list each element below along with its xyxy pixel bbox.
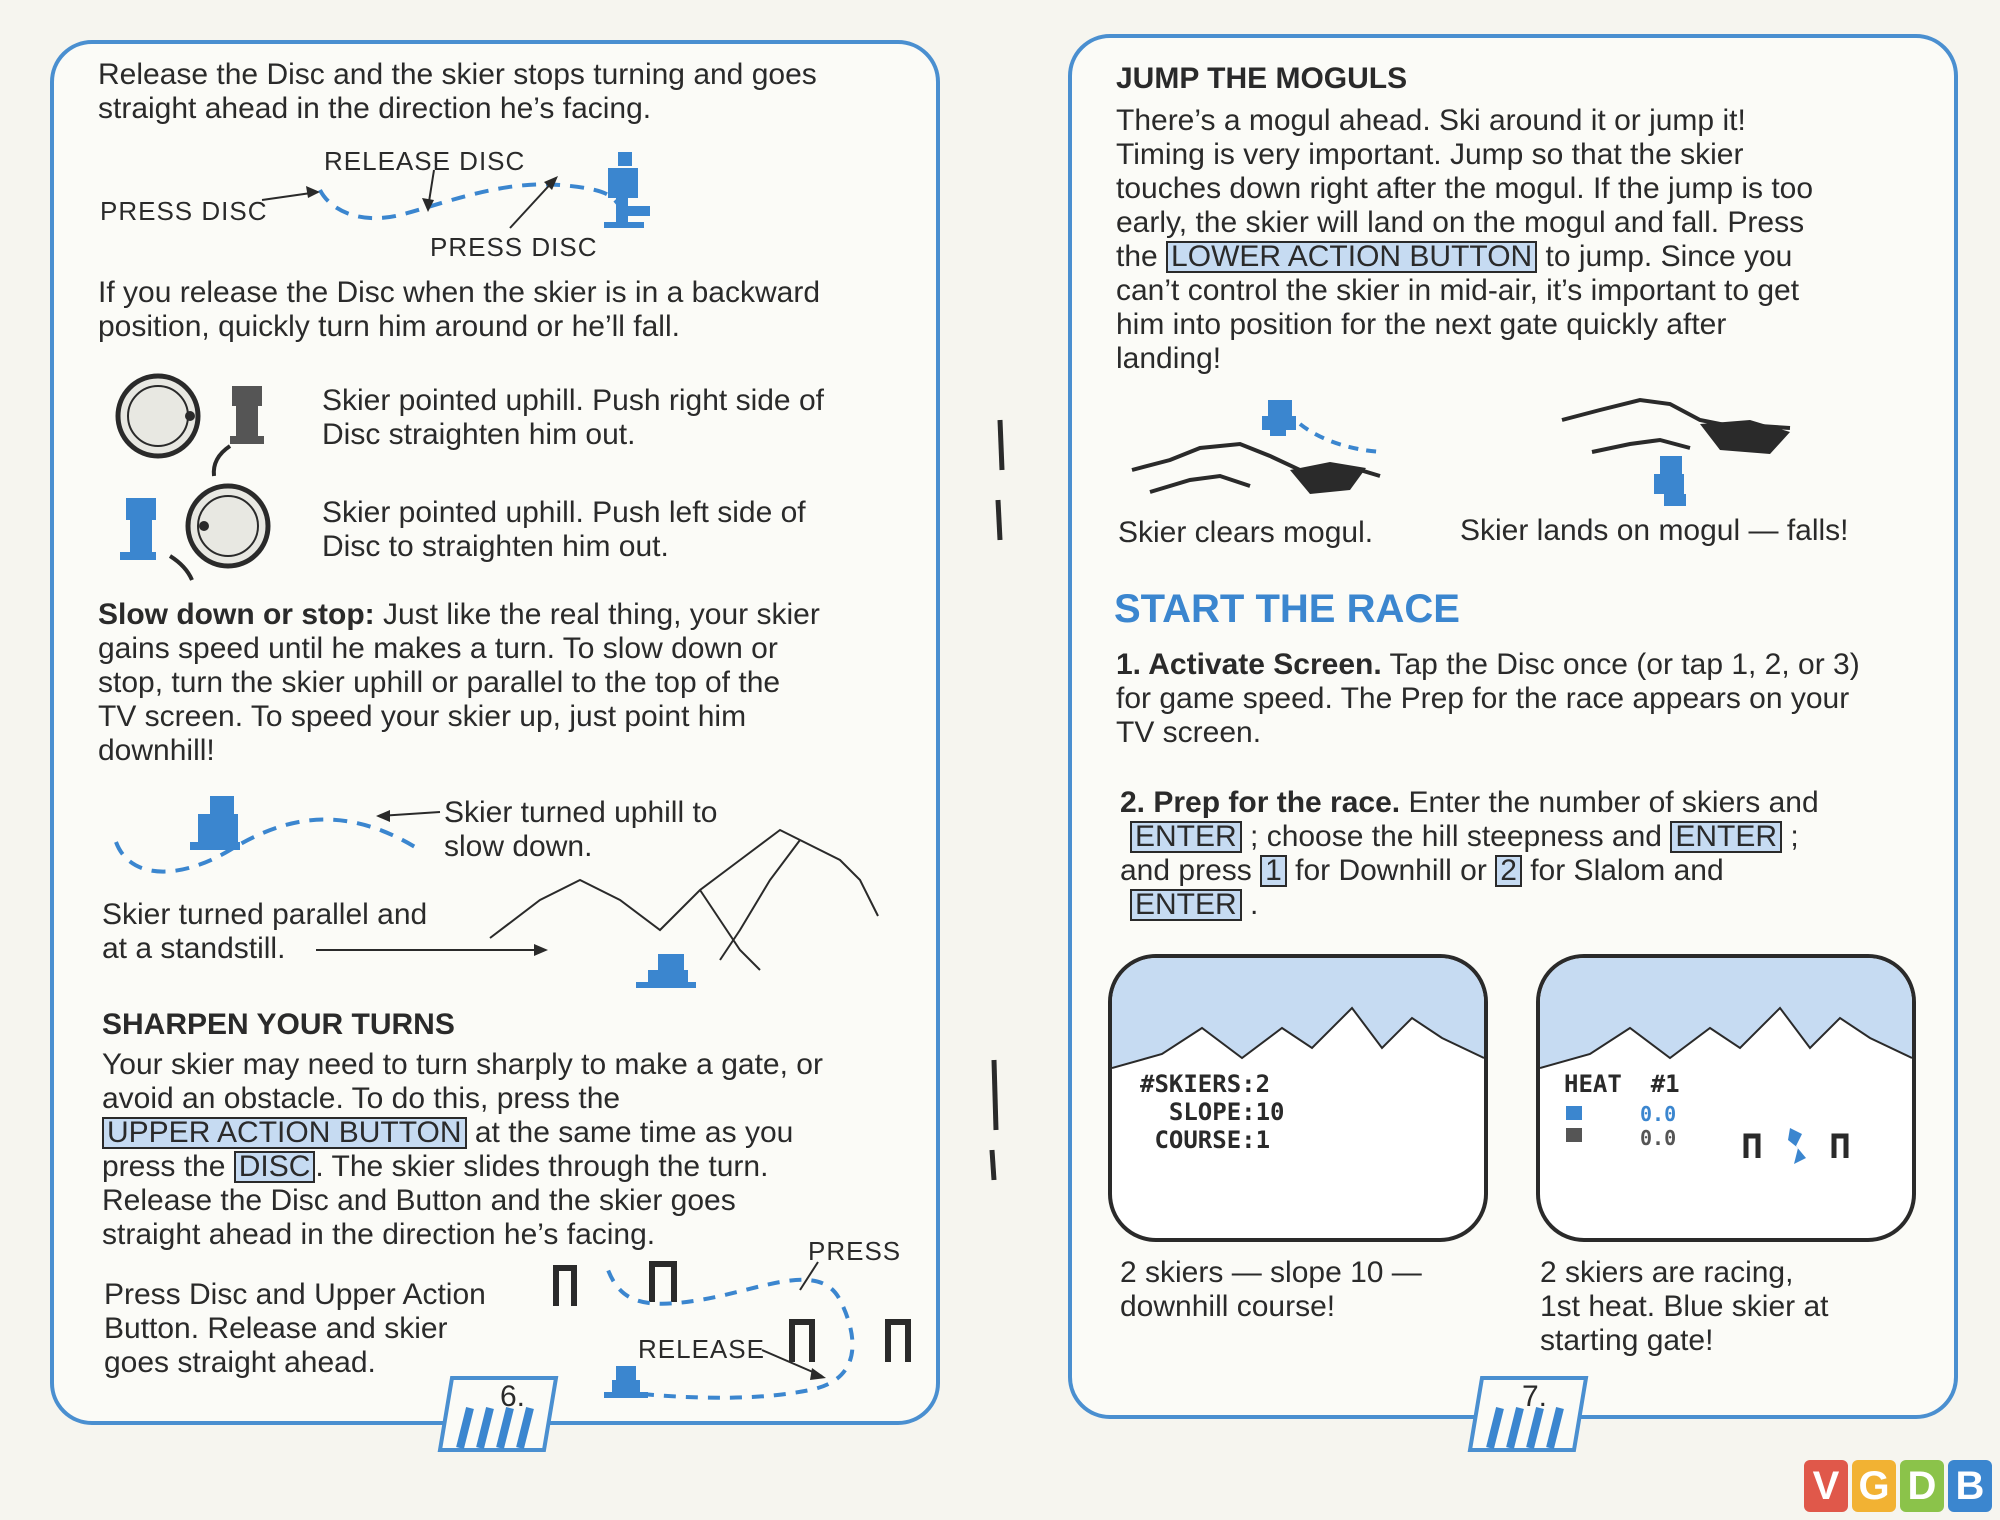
label-press-disc-left: PRESS DISC [100, 196, 268, 226]
tv-screen-prep [1108, 954, 1488, 1242]
race-heading: START THE RACE [1114, 587, 1460, 631]
sharpen-line-6: straight ahead in the direction he’s facing. [102, 1218, 656, 1251]
page-number-6: 6. [500, 1380, 526, 1413]
sharpen-line-2: avoid an obstacle. To do this, press the [102, 1082, 621, 1115]
backward-line-1: If you release the Disc when the skier is in a backward [98, 276, 821, 309]
fig3-caption-1: Press Disc and Upper Action [104, 1278, 486, 1311]
sharpen-line-5: Release the Disc and Button and the skier goes [102, 1184, 736, 1217]
logo-letter: B [1948, 1460, 1992, 1512]
left-push-line-1: Skier pointed uphill. Push left side of [322, 496, 806, 529]
right-push-line-2: Disc straighten him out. [322, 418, 636, 451]
moguls-line-3: touches down right after the mogul. If the jump is too [1116, 172, 1814, 205]
prep-slope: SLOPE:10 [1140, 1098, 1285, 1126]
prep-course: COURSE:1 [1140, 1126, 1271, 1154]
fig3-caption-3: goes straight ahead. [104, 1346, 376, 1379]
enter-key-label: ENTER [1130, 821, 1242, 853]
slow-line-2: gains speed until he makes a turn. To slow down or [98, 632, 778, 665]
slow-line-1: Slow down or stop: Just like the real thing, your skier [98, 598, 820, 631]
left-push-line-2: Disc to straighten him out. [322, 530, 669, 563]
screen1-caption-1: 2 skiers — slope 10 — [1120, 1256, 1422, 1289]
right-push-line-1: Skier pointed uphill. Push right side of [322, 384, 824, 417]
score-gray: 0.0 [1640, 1126, 1677, 1150]
moguls-line-7: him into position for the next gate quickly after [1116, 308, 1727, 341]
moguls-line-5: the LOWER ACTION BUTTON to jump. Since you [1116, 240, 1793, 273]
logo-letter: G [1852, 1460, 1896, 1512]
screen2-caption-2: 1st heat. Blue skier at [1540, 1290, 1829, 1323]
logo-letter: V [1804, 1460, 1848, 1512]
sharpen-line-3: UPPER ACTION BUTTON at the same time as you [102, 1116, 793, 1150]
key-2-label: 2 [1495, 855, 1522, 887]
key-1-label: 1 [1260, 855, 1287, 887]
screen2-caption-1: 2 skiers are racing, [1540, 1256, 1794, 1289]
backward-line-2: position, quickly turn him around or he’ll fall. [98, 310, 680, 343]
label-release-disc: RELEASE DISC [324, 146, 526, 176]
label-press-disc-bottom: PRESS DISC [430, 232, 598, 262]
label-release: RELEASE [638, 1334, 765, 1364]
upper-action-button-label: UPPER ACTION BUTTON [102, 1117, 467, 1149]
gray-skier-marker [1566, 1128, 1582, 1142]
page-number-7: 7. [1522, 1380, 1548, 1413]
sharpen-line-1: Your skier may need to turn sharply to make a gate, or [102, 1048, 823, 1081]
vgdb-logo [1804, 1460, 1992, 1512]
screen1-caption-2: downhill course! [1120, 1290, 1336, 1323]
parallel-caption-1: Skier turned parallel and [102, 898, 428, 931]
blue-skier-marker [1566, 1106, 1582, 1120]
sharpen-heading: SHARPEN YOUR TURNS [102, 1008, 455, 1041]
prep-skiers: #SKIERS:2 [1140, 1070, 1271, 1098]
moguls-line-2: Timing is very important. Jump so that the skier [1116, 138, 1744, 171]
score-blue: 0.0 [1640, 1102, 1677, 1126]
moguls-line-4: early, the skier will land on the mogul and fall. Press [1116, 206, 1805, 239]
uphill-caption-1: Skier turned uphill to [444, 796, 718, 829]
step2-line-2: ENTER ; choose the hill steepness and ENTER ; [1130, 820, 1799, 854]
intro-line-2: straight ahead in the direction he’s facing. [98, 92, 652, 125]
step2-line-1: 2. Prep for the race. Enter the number of skiers and [1120, 786, 1819, 819]
slow-line-5: downhill! [98, 734, 215, 767]
disc-button-label: DISC [234, 1151, 316, 1183]
moguls-line-6: can’t control the skier in mid-air, it’s important to get [1116, 274, 1800, 307]
slow-line-3: stop, turn the skier uphill or parallel to the top of the [98, 666, 781, 699]
intro-line-1: Release the Disc and the skier stops turning and goes [98, 58, 817, 91]
caption-skier-clears: Skier clears mogul. [1118, 516, 1374, 549]
parallel-caption-2: at a standstill. [102, 932, 286, 965]
moguls-line-1: There’s a mogul ahead. Ski around it or jump it! [1116, 104, 1746, 137]
enter-key-label: ENTER [1130, 889, 1242, 921]
screen2-caption-3: starting gate! [1540, 1324, 1714, 1357]
uphill-caption-2: slow down. [444, 830, 593, 863]
sharpen-line-4: press the DISC . The skier slides through the turn. [102, 1150, 769, 1183]
fig3-caption-2: Button. Release and skier [104, 1312, 448, 1345]
step1-line-1: 1. Activate Screen. Tap the Disc once (or tap 1, 2, or 3) [1116, 648, 1860, 681]
slow-line-4: TV screen. To speed your skier up, just point him [98, 700, 747, 733]
step2-line-3: and press 1 for Downhill or 2 for Slalom and [1120, 854, 1724, 887]
binding-marks [0, 0, 1, 1]
step1-line-3: TV screen. [1116, 716, 1262, 749]
logo-letter: D [1900, 1460, 1944, 1512]
step1-line-2: for game speed. The Prep for the race appears on your [1116, 682, 1850, 715]
caption-skier-falls: Skier lands on mogul — falls! [1460, 514, 1849, 547]
enter-key-label: ENTER [1670, 821, 1782, 853]
label-press: PRESS [808, 1236, 902, 1266]
lower-action-button-label: LOWER ACTION BUTTON [1166, 241, 1537, 273]
moguls-heading: JUMP THE MOGULS [1116, 62, 1408, 95]
heat-label: HEAT #1 [1564, 1070, 1680, 1098]
moguls-line-8: landing! [1116, 342, 1222, 375]
tv-screen-race [1536, 954, 1916, 1242]
step2-line-4: ENTER . [1130, 888, 1258, 922]
